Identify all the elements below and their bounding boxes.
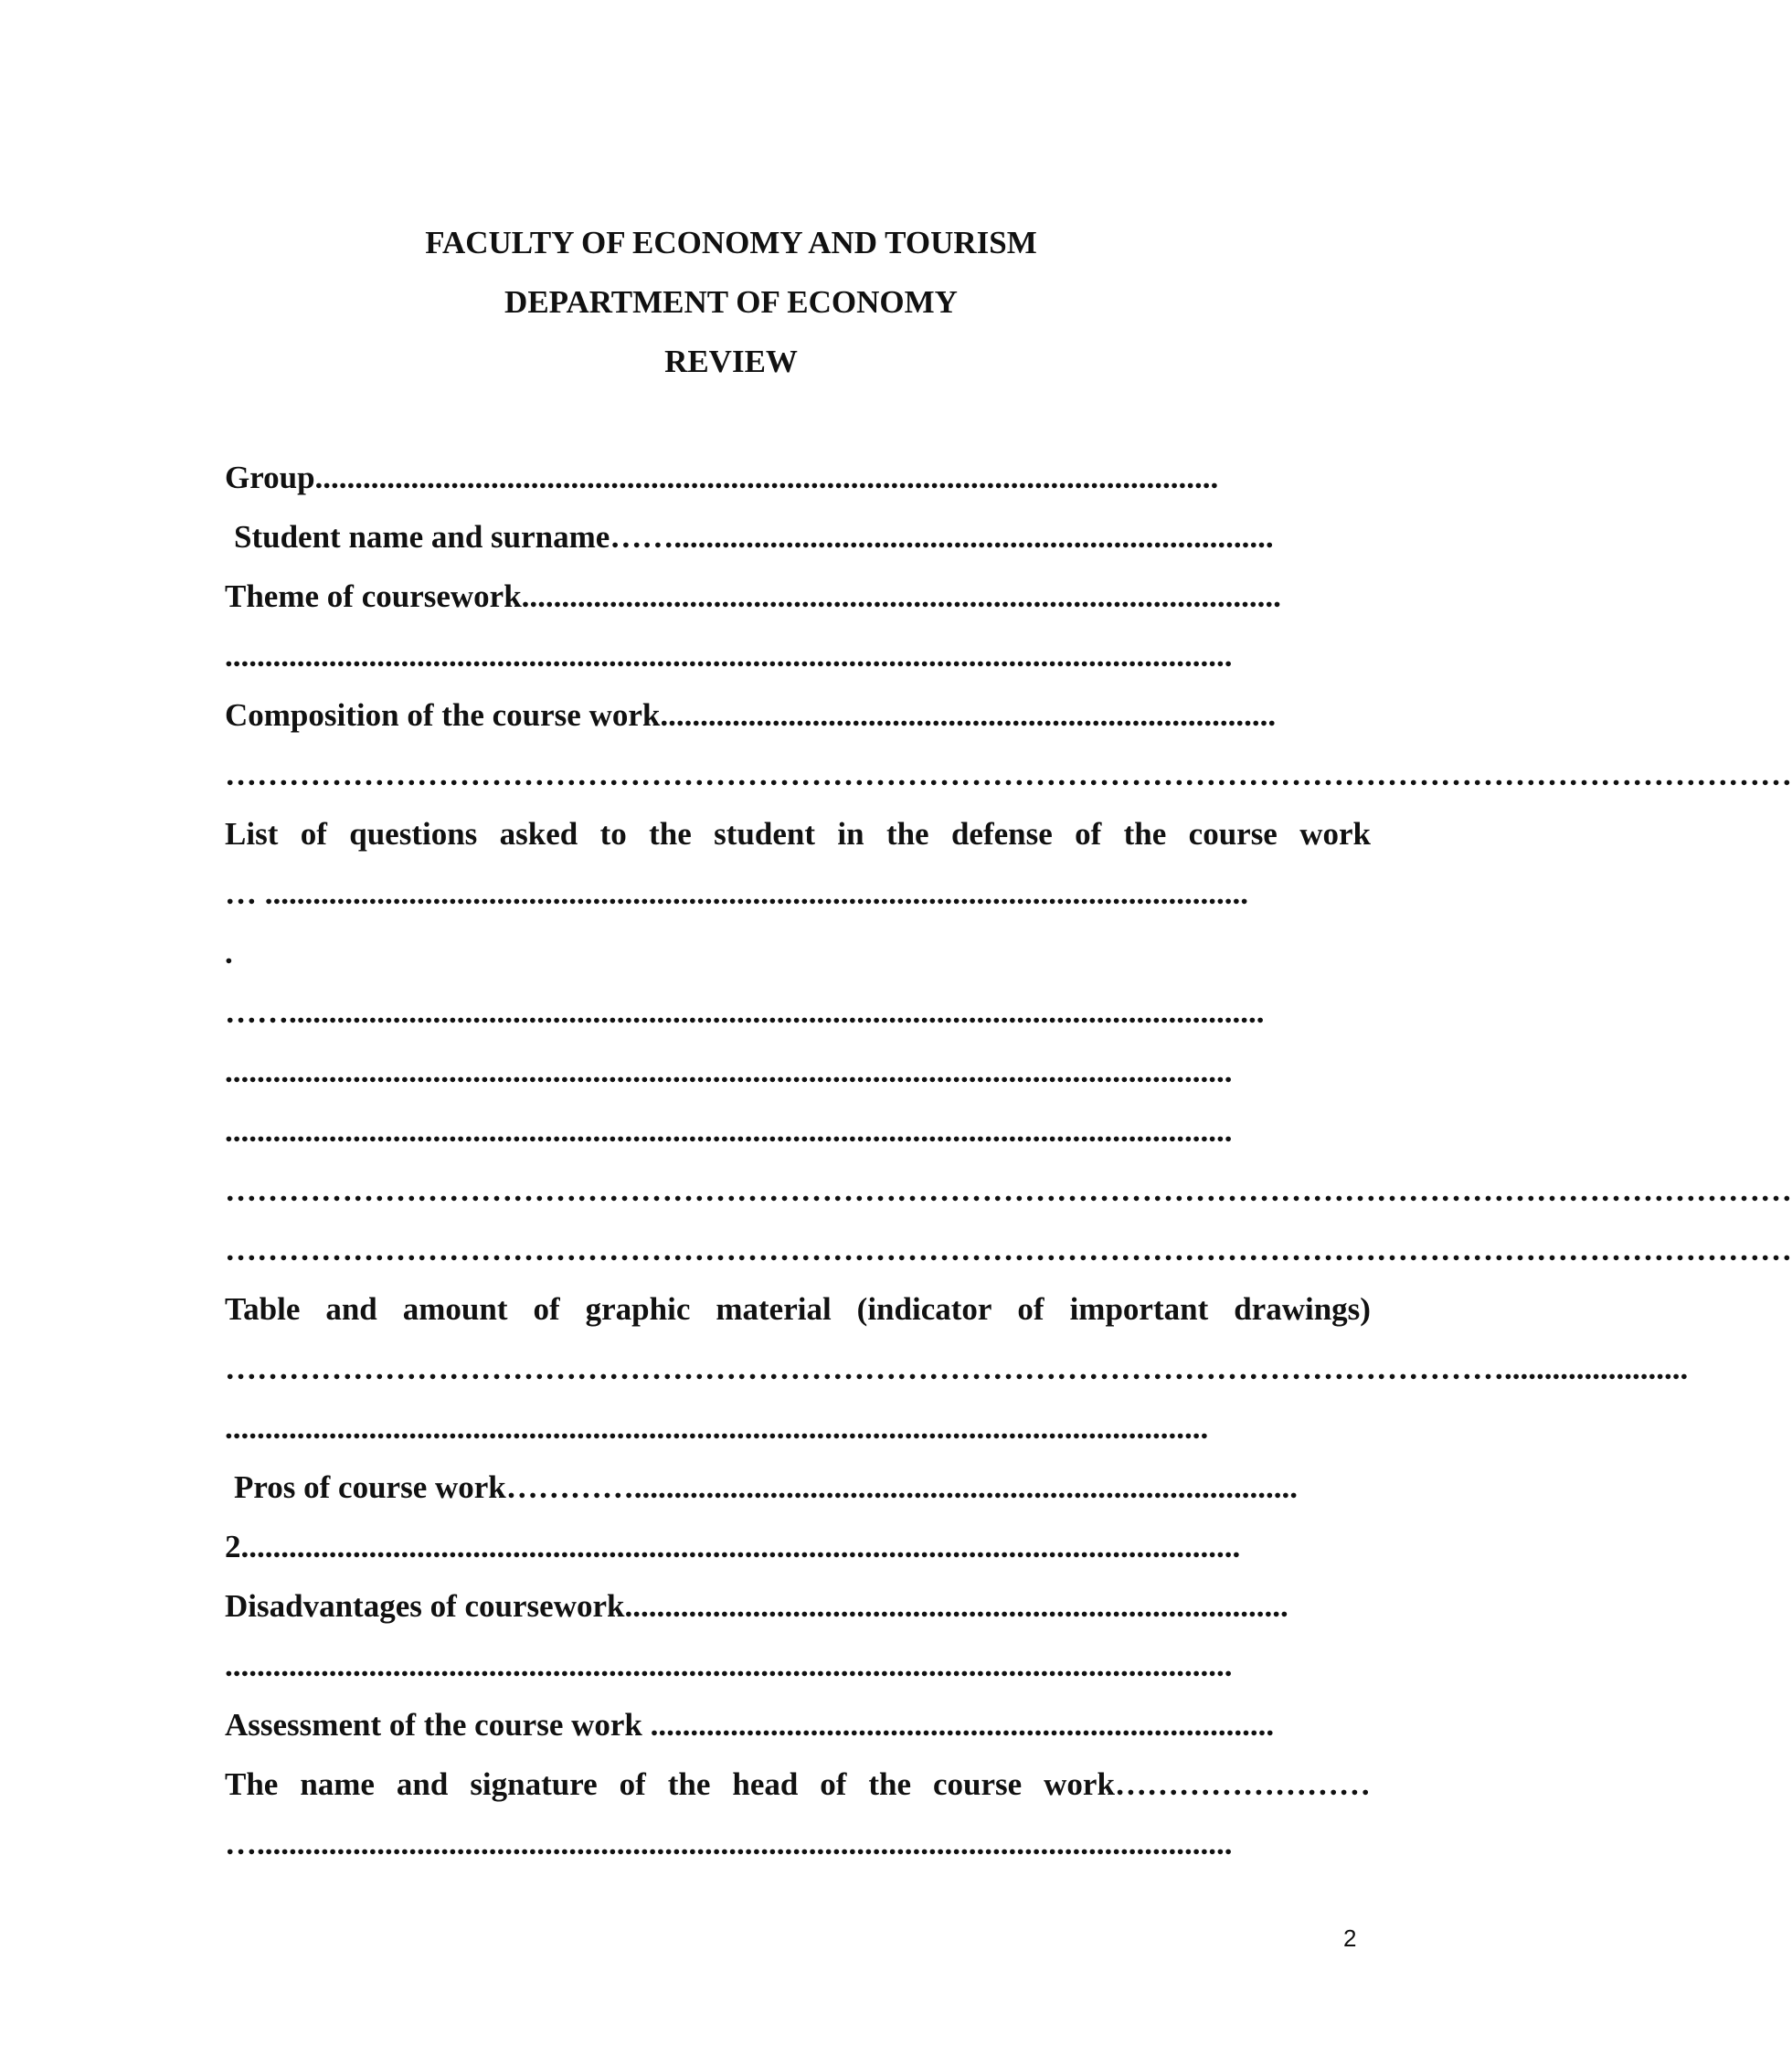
graphic-material-line-1: …………………………………………………………………………………………………………....................... — [225, 1351, 1689, 1386]
label-word: the — [1123, 816, 1167, 852]
questions-line-4: ………………………………………………………………………………………………………………………………… — [225, 1172, 1792, 1208]
label-word: the — [667, 1766, 711, 1802]
label-word: of — [533, 1291, 560, 1327]
label-word: the — [885, 816, 929, 852]
label-word: head — [732, 1766, 799, 1802]
label-word: signature — [470, 1766, 598, 1802]
label-word: name — [300, 1766, 375, 1802]
label-word: defense — [950, 816, 1053, 852]
label-word: course — [1188, 816, 1278, 852]
label-word: and — [396, 1766, 449, 1802]
label-word: graphic — [585, 1291, 691, 1327]
label-word: the — [649, 816, 692, 852]
label-word: material — [716, 1291, 832, 1327]
faculty-heading: FACULTY OF ECONOMY AND TOURISM — [425, 225, 1037, 260]
label-word: work — [1299, 816, 1371, 852]
pros-field: Pros of course work…………................................................................................... — [234, 1469, 1299, 1505]
label-word: amount — [402, 1291, 508, 1327]
label-word: and — [325, 1291, 377, 1327]
label-word: (indicator — [856, 1291, 992, 1327]
supervisor-signature-continuation: ….......................................................................................................................... — [225, 1826, 1233, 1861]
label-word: drawings) — [1234, 1291, 1371, 1327]
composition-continuation: ………………………………………………………………………………………………………………………………… — [225, 757, 1792, 792]
graphic-material-label — [225, 1291, 1371, 1337]
disadvantages-continuation: .............................................................................................................................. — [225, 1648, 1233, 1683]
label-word: Table — [225, 1291, 301, 1327]
questions-label — [225, 816, 1371, 862]
pros-item-2: 2............................................................................................................................. — [225, 1529, 1241, 1564]
theme-field: Theme of coursework............................................................................................... — [225, 578, 1281, 614]
assessment-field: Assessment of the course work .............................................................................. — [225, 1707, 1275, 1743]
questions-period: . — [225, 935, 233, 970]
label-word: of — [619, 1766, 646, 1802]
label-word: of — [1017, 1291, 1044, 1327]
disadvantages-field: Disadvantages of coursework................................................................................... — [225, 1588, 1288, 1624]
label-word: the — [868, 1766, 912, 1802]
review-title: REVIEW — [664, 344, 798, 379]
label-word: The — [225, 1766, 279, 1802]
graphic-material-line-2: ........................................................................................................................... — [225, 1410, 1209, 1446]
label-word: important — [1069, 1291, 1209, 1327]
label-word: to — [599, 816, 627, 852]
label-word: in — [837, 816, 864, 852]
label-word: of — [820, 1766, 847, 1802]
questions-line-5: ………………………………………………………………………………………………………………………………… — [225, 1232, 1792, 1267]
label-word: questions — [349, 816, 478, 852]
supervisor-signature-label — [225, 1766, 1371, 1812]
page-number: 2 — [1343, 1924, 1357, 1952]
label-word: of — [300, 816, 327, 852]
label-word: asked — [499, 816, 578, 852]
label-word: course — [933, 1766, 1023, 1802]
questions-line-1: …….......................................................................................................................... — [225, 994, 1265, 1030]
label-word: student — [714, 816, 816, 852]
student-name-field: Student name and surname……........................................................................... — [234, 519, 1274, 555]
label-word: work…………………… — [1044, 1766, 1371, 1802]
composition-field: Composition of the course work............................................................................. — [225, 697, 1277, 733]
theme-continuation: .............................................................................................................................. — [225, 638, 1233, 673]
questions-continuation: … ........................................................................................................................... — [225, 875, 1248, 911]
label-word: List — [225, 816, 279, 852]
label-word: of — [1075, 816, 1102, 852]
department-heading: DEPARTMENT OF ECONOMY — [504, 284, 958, 320]
group-field: Group................................................................................................................. — [225, 460, 1219, 495]
questions-line-2: .............................................................................................................................. — [225, 1054, 1233, 1089]
questions-line-3: .............................................................................................................................. — [225, 1113, 1233, 1149]
